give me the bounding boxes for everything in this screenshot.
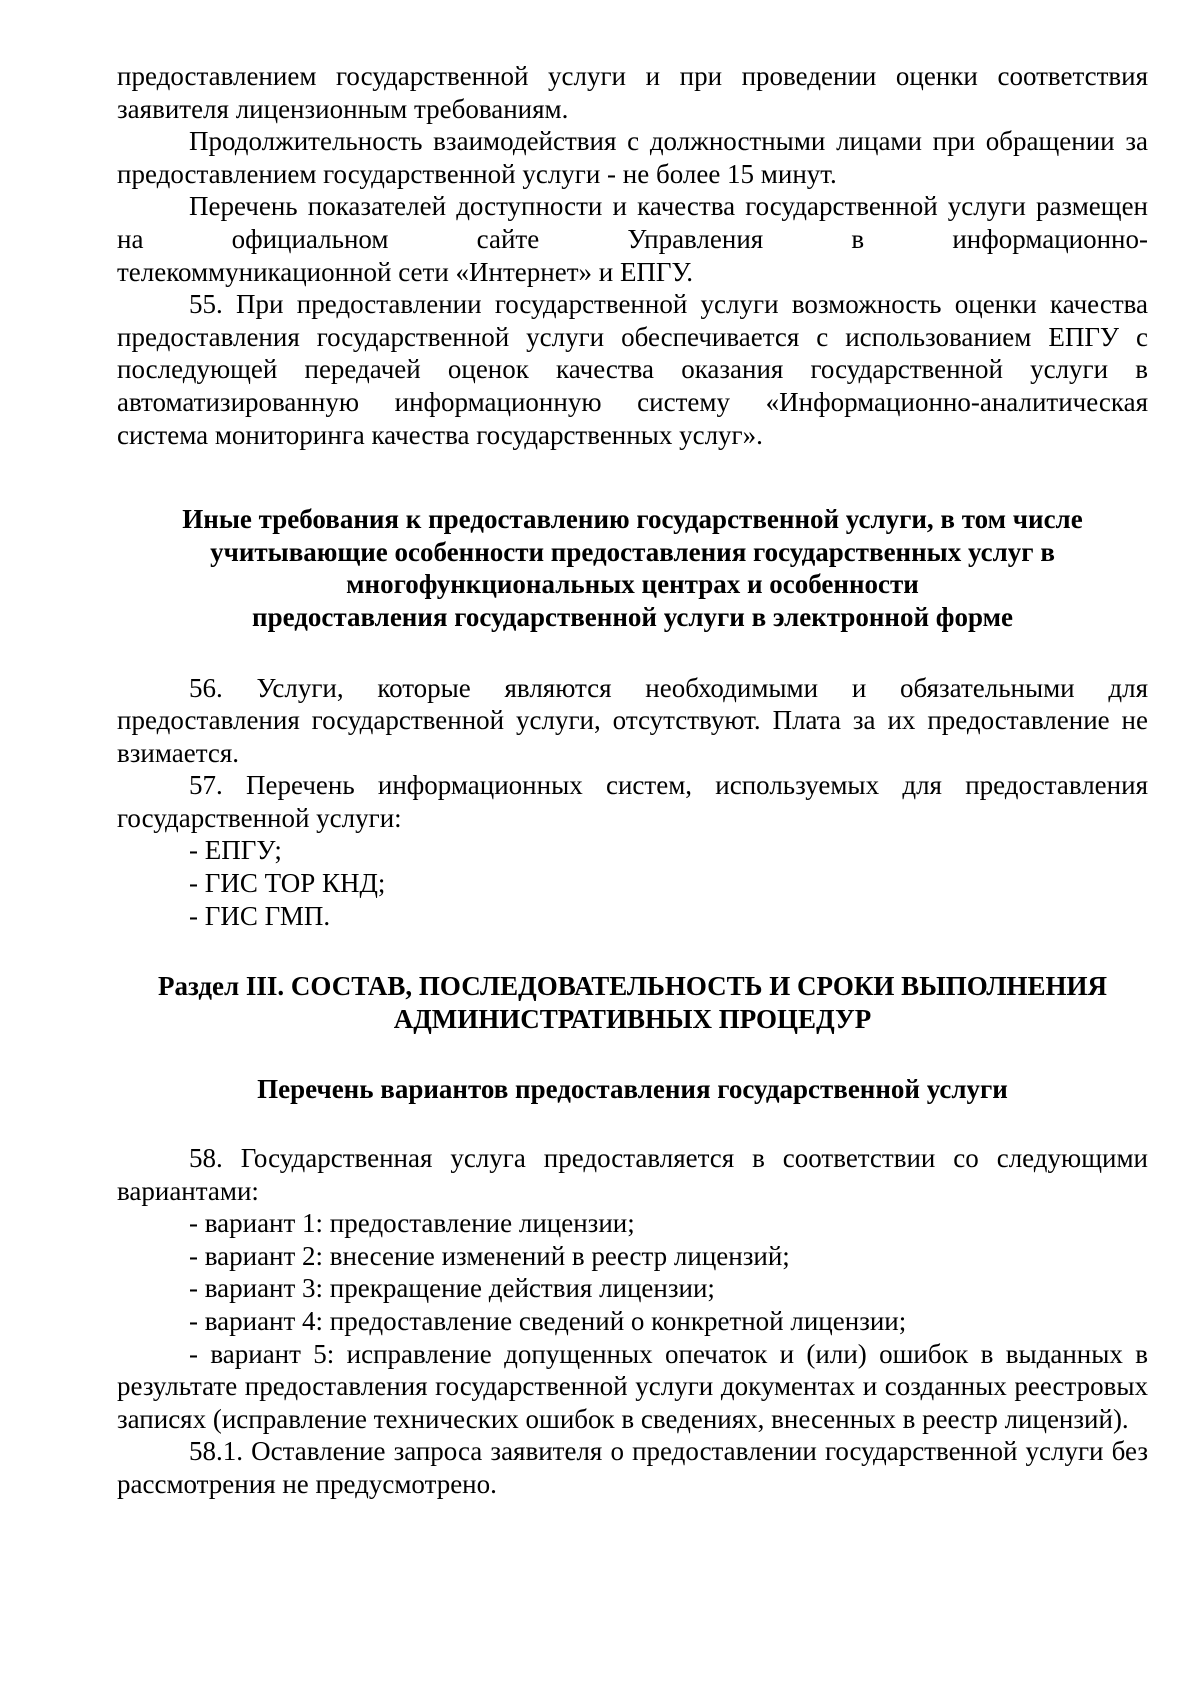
variants-list <box>117 1207 1148 1337</box>
heading-section-3-line1: Раздел III. СОСТАВ, ПОСЛЕДОВАТЕЛЬНОСТЬ И СРОКИ ВЫПОЛНЕНИЯ <box>157 971 1107 1002</box>
heading-other-requirements-line2: учитывающие особенности предоставления государственных услуг в <box>210 536 1055 567</box>
paragraph-57: 57. Перечень информационных систем, используемых для предоставления государственной услуги: <box>117 770 1148 833</box>
heading-other-requirements-line4: предоставления государственной услуги в электронной форме <box>252 601 1013 632</box>
systems-list <box>117 834 1148 932</box>
paragraph-58: 58. Государственная услуга предоставляется в соответствии со следующими вариантами: <box>117 1143 1148 1206</box>
heading-section-3-line2: АДМИНИСТРАТИВНЫХ ПРОЦЕДУР <box>393 1003 872 1034</box>
paragraph-continuation: предоставлением государственной услуги и при проведении оценки соответствия заявителя лицензионным требованиям. <box>117 61 1148 124</box>
list-item-system: - ГИС ТОР КНД; <box>189 868 386 899</box>
heading-other-requirements-line3: многофункциональных центрах и особенности <box>346 569 919 600</box>
heading-other-requirements <box>117 503 1148 633</box>
heading-variants: Перечень вариантов предоставления государственной услуги <box>257 1074 1008 1105</box>
list-item-variant: - вариант 2: внесение изменений в реестр лицензий; <box>189 1240 790 1271</box>
paragraph-variant-5: - вариант 5: исправление допущенных опечаток и (или) ошибок в выданных в результате предоставления государственной услуги документах и созданных реестровых записях (исправление технических ошибок в сведениях, внесенных в реестр лицензий). <box>117 1338 1148 1434</box>
paragraph-56: 56. Услуги, которые являются необходимыми и обязательными для предоставления государственной услуги, отсутствуют. Плата за их предоставление не взимается. <box>117 672 1148 768</box>
list-item-system: - ГИС ГМП. <box>189 900 331 931</box>
paragraph-58-1: 58.1. Оставление запроса заявителя о предоставлении государственной услуги без рассмотрения не предусмотрено. <box>117 1436 1148 1499</box>
heading-section-3 <box>117 970 1148 1035</box>
list-item-variant: - вариант 4: предоставление сведений о конкретной лицензии; <box>189 1306 907 1336</box>
paragraph-55: 55. При предоставлении государственной услуги возможность оценки качества предоставления государственной услуги обеспечивается с использованием ЕПГУ с последующей передачей оценок качества оказания государственной услуги в автоматизированную информационную систему «Информационно-аналитическая система мониторинга качества государственных услуг». <box>117 289 1148 450</box>
paragraph-duration: Продолжительность взаимодействия с должностными лицами при обращении за предоставлением государственной услуги - не более 15 минут. <box>117 126 1148 189</box>
document-page <box>117 60 1148 1501</box>
list-item-variant: - вариант 1: предоставление лицензии; <box>189 1208 635 1239</box>
list-item-variant: - вариант 3: прекращение действия лицензии; <box>189 1273 715 1304</box>
heading-other-requirements-line1: Иные требования к предоставлению государственной услуги, в том числе <box>182 504 1083 535</box>
paragraph-indicators-line1: Перечень показателей доступности и качества государственной услуги размещен на официальном сайте Управления в информационно- <box>117 191 1148 254</box>
paragraph-indicators-line2: телекоммуникационной сети «Интернет» и ЕПГУ. <box>117 256 694 287</box>
list-item-system: - ЕПГУ; <box>189 835 282 866</box>
